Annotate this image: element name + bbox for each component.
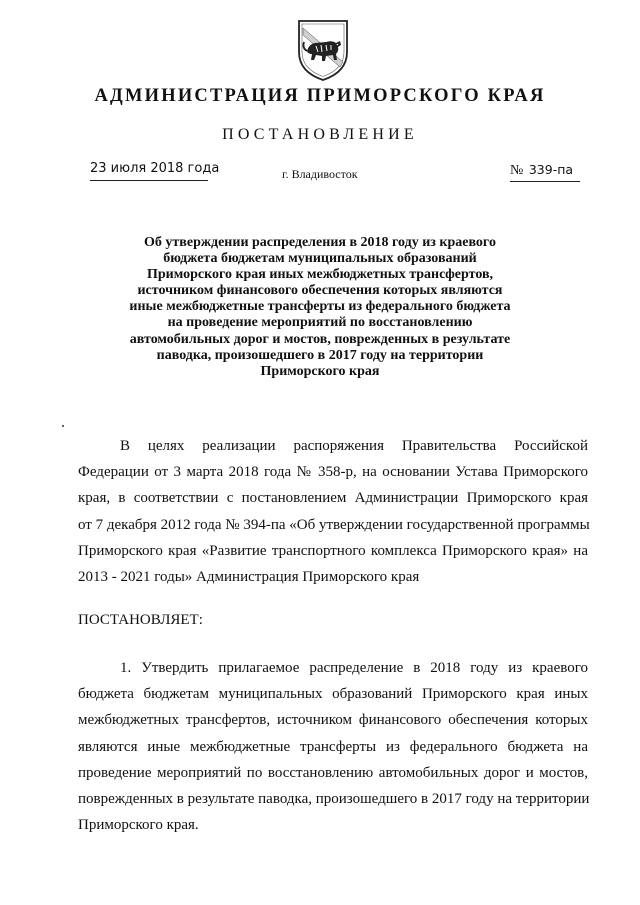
- paragraph-line: поврежденных в результате паводка, произошедшего в 2017 году на территории: [78, 791, 590, 808]
- primorsky-krai-coat-of-arms-icon: [296, 18, 350, 82]
- organization-title: АДМИНИСТРАЦИЯ ПРИМОРСКОГО КРАЯ: [94, 86, 546, 106]
- paragraph-line: бюджета бюджетам муниципальных образований Приморского края иных: [78, 686, 588, 703]
- document-number: [510, 162, 573, 179]
- date-underline: [90, 180, 208, 181]
- item-1-paragraph: [78, 655, 588, 838]
- preamble-paragraph: [78, 433, 588, 590]
- heading-line: иные межбюджетные трансферты из федерального бюджета: [129, 299, 511, 315]
- document-city: г. Владивосток: [282, 167, 358, 181]
- heading-line: Приморского края: [260, 363, 380, 379]
- document-number-value: 339-па: [528, 162, 574, 177]
- number-sign: №: [510, 163, 524, 178]
- heading-line: на проведение мероприятий по восстановлению: [167, 315, 473, 331]
- heading-line: Приморского края иных межбюджетных трансфертов,: [146, 267, 494, 283]
- paragraph-line: 2013 - 2021 годы» Администрация Приморского края: [78, 569, 420, 586]
- paragraph-line: края, в соответствии с постановлением Администрации Приморского края: [78, 490, 588, 507]
- paragraph-line: проведение мероприятий по восстановлению автомобильных дорог и мостов,: [78, 764, 588, 781]
- paragraph-line: межбюджетных трансфертов, источником финансового обеспечения которых: [78, 712, 588, 729]
- paragraph-line: Приморского края.: [78, 817, 199, 834]
- document-type: ПОСТАНОВЛЕНИЕ: [222, 126, 418, 143]
- paragraph-line: В целях реализации распоряжения Правительства Российской: [120, 438, 588, 454]
- paragraph-line: Федерации от 3 марта 2018 года № 358-р, на основании Устава Приморского: [78, 464, 588, 481]
- heading-line: источником финансового обеспечения которых являются: [137, 283, 503, 299]
- paragraph-line: Приморского края «Развитие транспортного комплекса Приморского края» на: [78, 542, 588, 559]
- number-underline: [510, 181, 580, 182]
- document-date-text: 23 июля 2018 года: [90, 161, 220, 176]
- document-date: [90, 161, 219, 176]
- heading-line: бюджета бюджетам муниципальных образований: [163, 251, 477, 267]
- heading-line: паводка, произошедшего в 2017 году на территории: [156, 347, 484, 363]
- heading-line: Об утверждении распределения в 2018 году из краевого: [144, 235, 496, 250]
- scan-dot: [62, 425, 64, 427]
- paragraph-line: являются иные межбюджетные трансферты из федерального бюджета на: [78, 738, 588, 755]
- resolves-heading: ПОСТАНОВЛЯЕТ:: [78, 612, 203, 628]
- paragraph-line: от 7 декабря 2012 года № 394-па «Об утверждении государственной программы: [78, 516, 590, 533]
- heading-line: автомобильных дорог и мостов, поврежденных в результате: [129, 331, 511, 347]
- document-heading: [100, 235, 540, 380]
- paragraph-line: 1. Утвердить прилагаемое распределение в 2018 году из краевого: [120, 660, 588, 676]
